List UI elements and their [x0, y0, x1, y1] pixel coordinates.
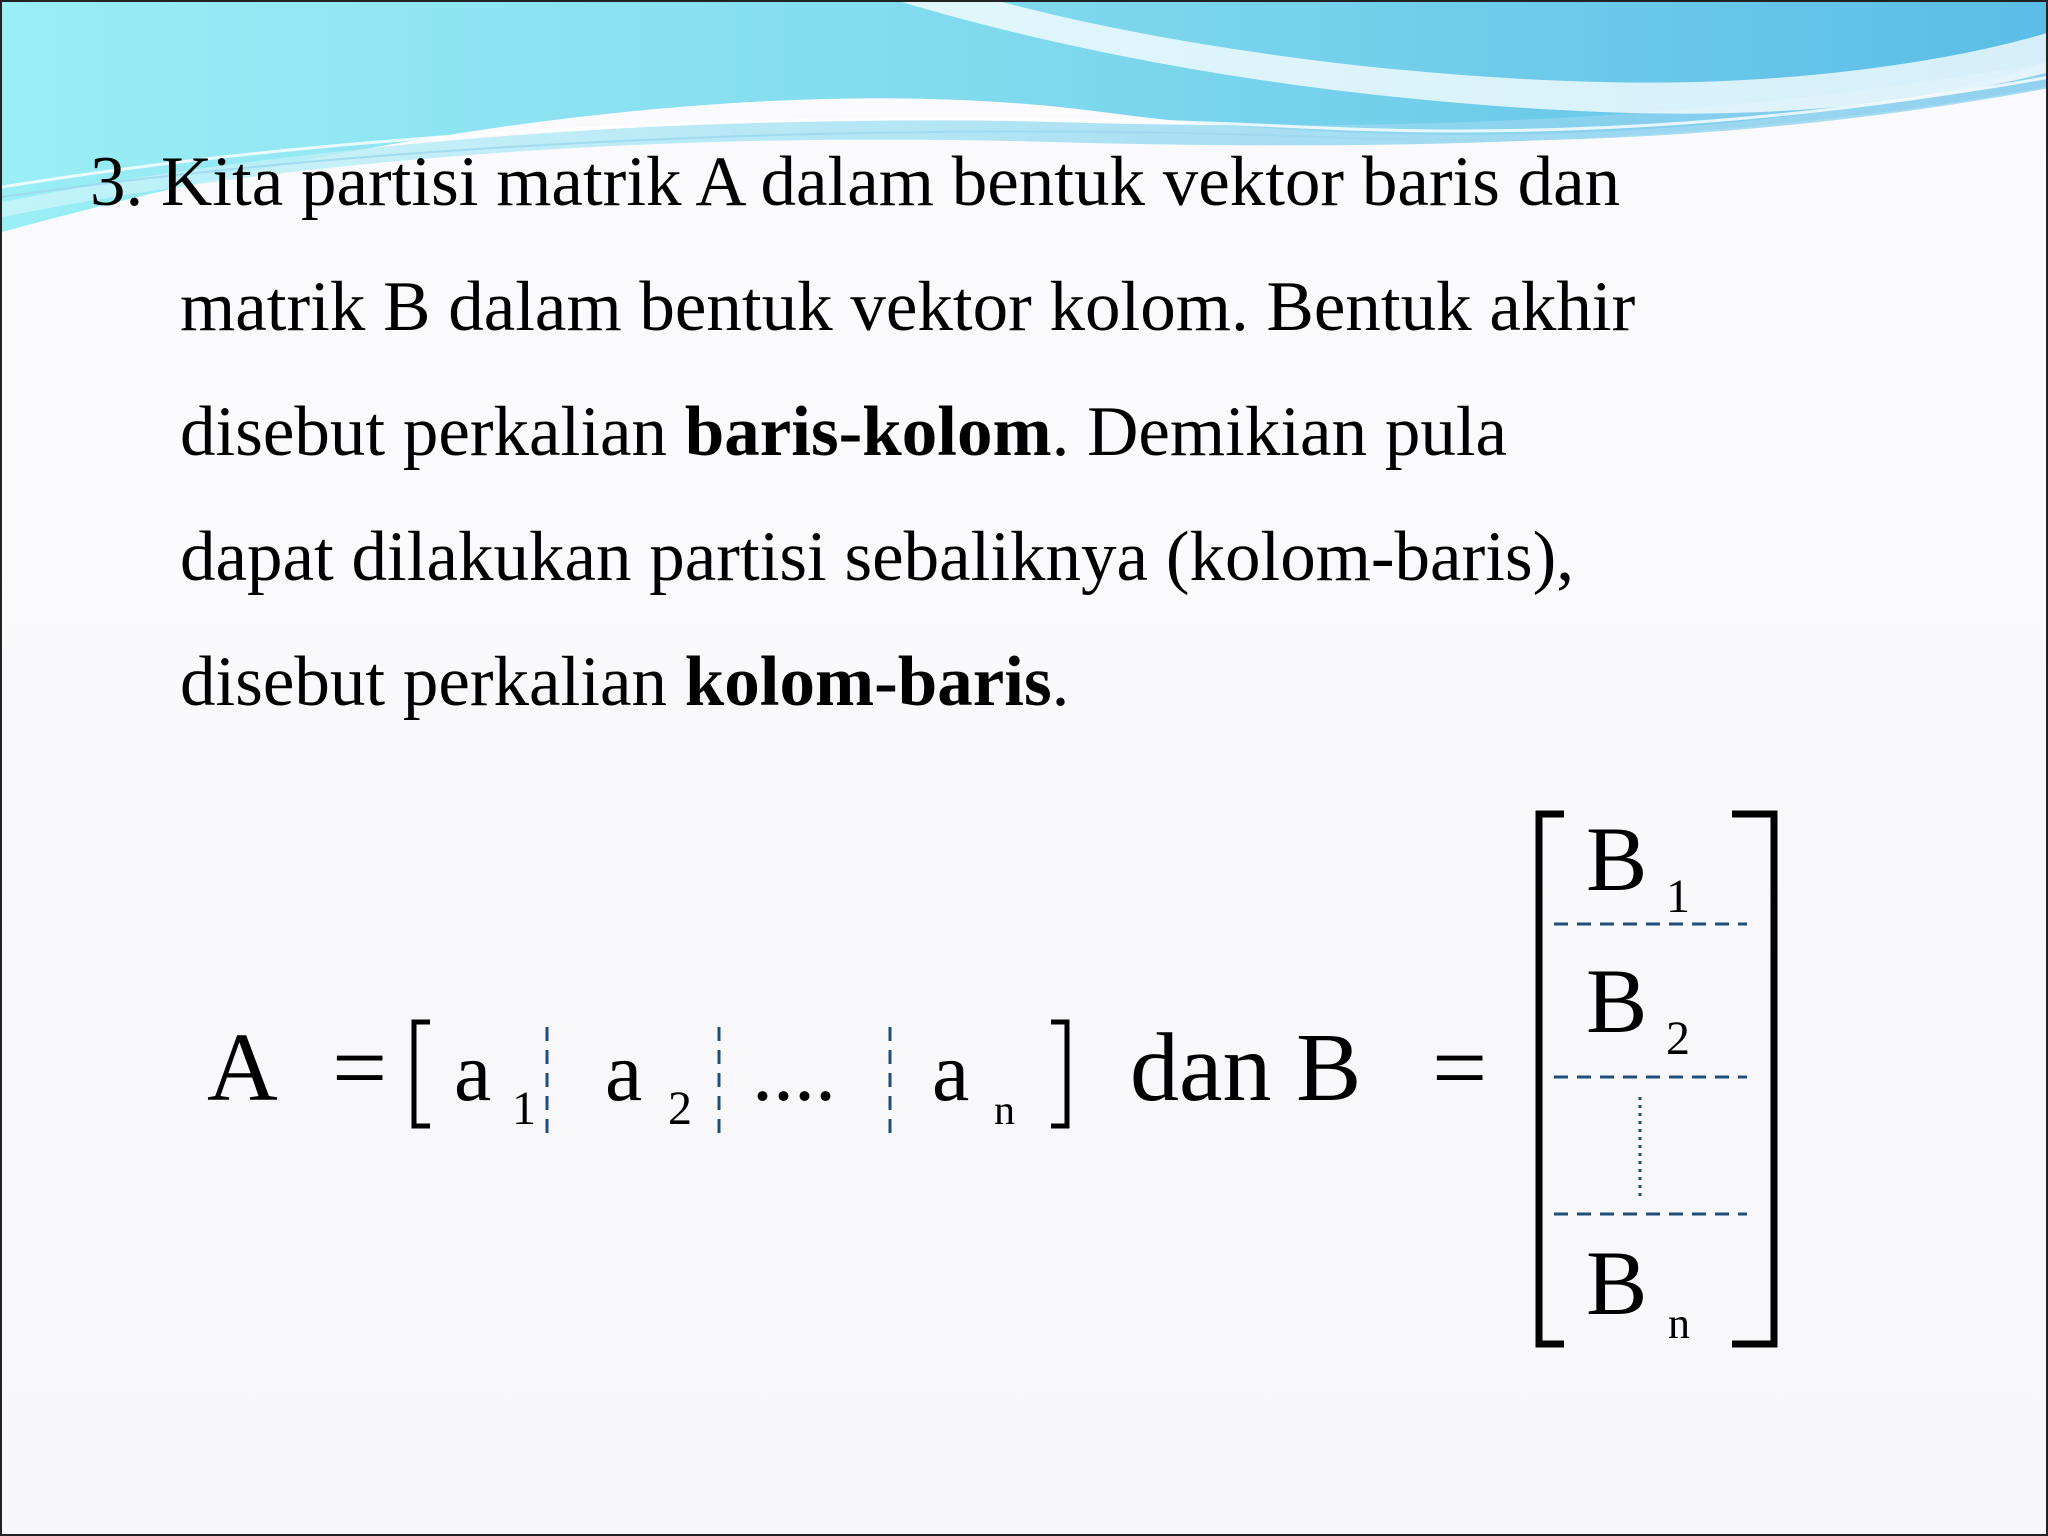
term-baris-kolom: baris-kolom — [684, 393, 1052, 471]
eq-A: A — [207, 1014, 278, 1122]
matrix-partition-equation — [2, 2, 2048, 1536]
eq-a1: a — [454, 1026, 492, 1119]
eq-B2: B — [1586, 950, 1648, 1052]
paragraph-line-2: matrik B dalam bentuk vektor kolom. Bentuk akhir — [180, 268, 1636, 346]
eq-B1-sub: 1 — [1666, 870, 1690, 923]
eq-B2-sub: 2 — [1666, 1012, 1690, 1065]
eq-an: a — [932, 1026, 970, 1119]
eq-equals-2: = — [1432, 1014, 1488, 1122]
a-right-bracket — [1051, 1022, 1067, 1126]
eq-B1: B — [1586, 808, 1648, 910]
b-left-bracket — [1539, 814, 1564, 1344]
eq-dots: .... — [752, 1026, 836, 1119]
eq-a2: a — [605, 1026, 643, 1119]
line-1-text: Kita partisi matrik A dalam bentuk vektor baris dan — [161, 143, 1621, 221]
eq-Bn-sub: n — [1668, 1299, 1690, 1348]
term-kolom-baris: kolom-baris — [684, 643, 1052, 721]
paragraph-line-4: dapat dilakukan partisi sebaliknya (kolom-baris), — [180, 518, 1574, 596]
eq-dan-B: dan B — [1130, 1014, 1362, 1122]
item-number: 3. — [90, 143, 144, 221]
a-left-bracket — [414, 1022, 430, 1126]
eq-an-sub: n — [994, 1088, 1015, 1134]
line-3-post: . Demikian pula — [1051, 393, 1508, 471]
eq-a2-sub: 2 — [668, 1082, 692, 1135]
line-5-pre: disebut perkalian — [180, 643, 685, 721]
eq-a1-sub: 1 — [512, 1082, 536, 1135]
eq-Bn: B — [1586, 1232, 1648, 1334]
eq-equals-1: = — [332, 1014, 388, 1122]
line-5-post: . — [1051, 643, 1070, 721]
b-right-bracket — [1732, 814, 1774, 1344]
line-3-pre: disebut perkalian — [180, 393, 685, 471]
